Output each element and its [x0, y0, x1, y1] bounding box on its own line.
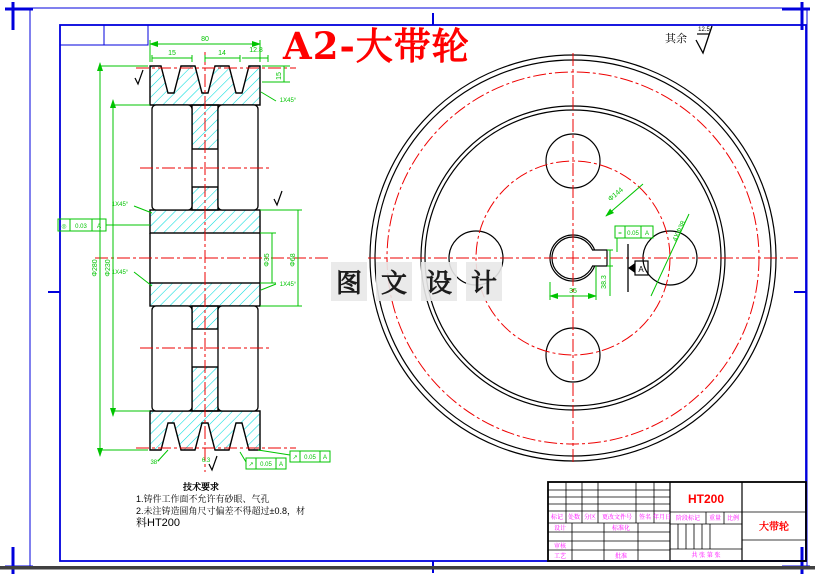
- chamfer-label: 1X45°: [111, 202, 129, 208]
- fcf-front-value: 0.05: [627, 231, 639, 237]
- tb-col-docno: 更改文件号: [601, 515, 633, 521]
- dim-groove-3: 12.8: [249, 47, 263, 54]
- dim-groove-2: 14: [218, 50, 226, 57]
- tech-notes: [136, 481, 326, 529]
- tb-scale: 比例: [726, 516, 740, 522]
- fcf-b1-value: 0.05: [260, 462, 272, 468]
- roughness-icon: [135, 70, 143, 84]
- datum-letter: A: [638, 265, 644, 274]
- title-stamp: A2-大带轮: [283, 24, 470, 68]
- corner-mark-top-left: [5, 2, 33, 30]
- tb-part-name: 大带轮: [759, 522, 789, 533]
- tb-design: 设计: [553, 526, 567, 532]
- dim-hub-dia: Φ68: [290, 253, 297, 267]
- surface-note-value: 12.5: [698, 27, 710, 33]
- section-view: [58, 36, 330, 472]
- fcf-left-value: 0.03: [75, 224, 87, 230]
- tech-note-line: 2.未注铸造圆角尺寸偏差不得超过±0.8，材: [136, 506, 305, 516]
- tb-stage: 阶段标记: [675, 516, 701, 522]
- tb-col-date: 年月日: [652, 515, 672, 521]
- tb-standard: 标准化: [611, 526, 631, 532]
- tb-sheets: 共 张 第 张: [691, 553, 721, 559]
- watermark-char: 计: [466, 262, 502, 301]
- tech-notes-title: 技术要求: [182, 482, 219, 492]
- watermark: [331, 262, 511, 301]
- fcf-b2-value: 0.05: [304, 455, 316, 461]
- fcf-front-symbol: =: [618, 231, 622, 237]
- dim-outer-dia: Φ280: [92, 259, 99, 277]
- chamfer-label: 1X45°: [279, 98, 297, 104]
- watermark-char: 设: [421, 262, 457, 301]
- roughness-icon: [274, 191, 282, 205]
- tech-note-line: 1.铸件工作面不允许有砂眼、气孔: [136, 494, 270, 504]
- tb-approve: 批准: [614, 554, 628, 560]
- dim-groove-1: 15: [168, 50, 176, 57]
- groove-angle-label: 38°: [150, 460, 160, 466]
- dim-bore-dia: Φ35: [264, 253, 271, 267]
- watermark-char: 文: [376, 262, 412, 301]
- dim-bore-width: 35: [569, 288, 577, 295]
- dim-overall-width: 80: [201, 36, 209, 43]
- tb-weight: 重量: [708, 516, 722, 522]
- fcf-b1-datum: A: [278, 462, 284, 468]
- tb-col-mark: 标记: [550, 515, 564, 521]
- corner-mark-bottom-left: [5, 547, 33, 574]
- title-block: [548, 482, 806, 561]
- watermark-char: 图: [331, 262, 367, 301]
- chamfer-label: 1X45°: [111, 270, 129, 276]
- tb-process: 工艺: [553, 554, 567, 560]
- dim-inner-dia: Φ230: [105, 259, 112, 277]
- chamfer-label: 1X45°: [279, 282, 297, 288]
- tb-material: HT200: [687, 492, 725, 506]
- front-centerlines: [368, 53, 798, 463]
- datum-triangle-icon: [628, 263, 635, 273]
- fcf-left-datum: A: [96, 224, 102, 230]
- dim-groove-depth: 15: [276, 72, 283, 80]
- surface-note-label: 其余: [665, 33, 687, 45]
- tech-note-line: 料HT200: [136, 517, 181, 529]
- front-view: [368, 53, 798, 463]
- general-roughness: [665, 26, 712, 53]
- roughness-value: 6.3: [201, 458, 211, 464]
- fcf-b2-datum: A: [322, 455, 328, 461]
- front-dimensions: [550, 184, 689, 300]
- fcf-front-datum: A: [644, 231, 650, 237]
- sheet-shadow-line: [0, 566, 815, 570]
- fcf-left-symbol: ◎: [61, 224, 67, 230]
- roughness-icon: [209, 456, 217, 470]
- fcf-b2-symbol: ↗: [292, 455, 298, 461]
- tb-col-sign: 签名: [638, 515, 652, 521]
- dim-holes: 4XΦ38: [671, 219, 688, 243]
- fcf-b1-symbol: ↗: [248, 462, 254, 468]
- tb-col-count: 处数: [567, 515, 581, 521]
- tb-col-zone: 分区: [583, 515, 597, 521]
- dim-bolt-circle: Φ144: [607, 186, 625, 204]
- dim-keyway: 38.3: [601, 275, 608, 289]
- tb-audit: 审核: [553, 544, 567, 550]
